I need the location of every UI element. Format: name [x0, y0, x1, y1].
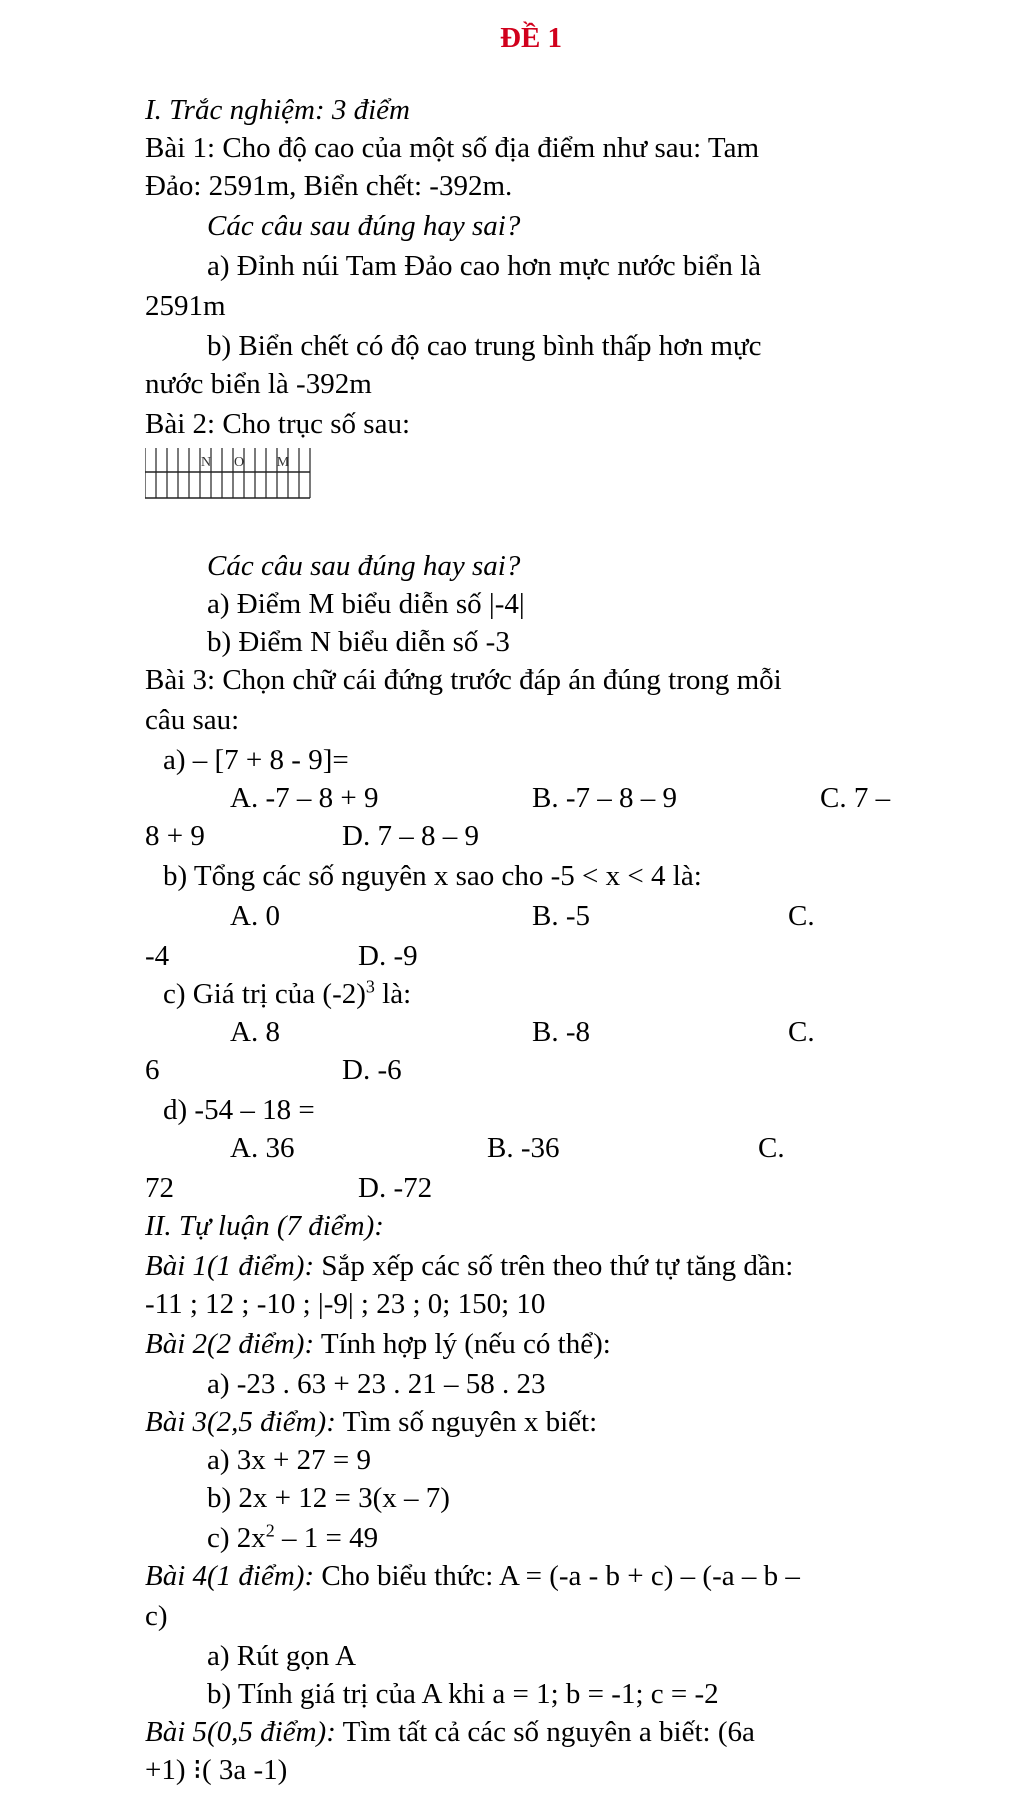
bai1-b-line1: b) Biển chết có độ cao trung bình thấp hơn mực	[207, 330, 762, 362]
p2-bai4-b: b) Tính giá trị của A khi a = 1; b = -1; c = -2	[207, 1678, 719, 1710]
bai2-question: Các câu sau đúng hay sai?	[207, 550, 521, 582]
q3c-stem	[163, 976, 411, 1012]
q3a-stem: a) – [7 + 8 - 9]=	[163, 744, 349, 776]
bai1-line2: Đảo: 2591m, Biển chết: -392m.	[145, 170, 513, 202]
p2-bai3-c-text: c) 2x	[207, 1522, 266, 1554]
part1-heading: I. Trắc nghiệm: 3 điểm	[145, 94, 410, 126]
q3c-exponent: 3	[365, 976, 375, 997]
q3b-option-c-cont: -4	[145, 940, 170, 972]
p2-bai4-cont: c)	[145, 1600, 168, 1632]
p2-bai5	[145, 1714, 755, 1750]
q3c-stem-end: là:	[374, 978, 412, 1010]
bai2-b: b) Điểm N biểu diễn số -3	[207, 626, 510, 658]
q3a-option-c-cont: 8 + 9	[145, 820, 205, 852]
q3b-option-d: D. -9	[358, 940, 418, 972]
p2-bai3-b: b) 2x + 12 = 3(x – 7)	[207, 1482, 450, 1514]
q3c-option-d: D. -6	[342, 1054, 402, 1086]
bai2-a: a) Điểm M biểu diễn số |-4|	[207, 588, 525, 620]
p2-bai1-text: Sắp xếp các số trên theo thứ tự tăng dần:	[314, 1250, 794, 1282]
p2-bai5-label: Bài 5(0,5 điểm):	[145, 1716, 336, 1748]
q3b-stem: b) Tổng các số nguyên x sao cho -5 < x < 4 là:	[163, 860, 702, 892]
q3d-option-c: C.	[758, 1132, 785, 1164]
q3a-option-d: D. 7 – 8 – 9	[342, 820, 479, 852]
q3c-option-a: A. 8	[230, 1016, 280, 1048]
p2-bai4-a: a) Rút gọn A	[207, 1640, 357, 1672]
p2-bai4	[145, 1558, 800, 1594]
p2-bai3-text: Tìm số nguyên x biết:	[335, 1406, 598, 1438]
p2-bai3	[145, 1404, 597, 1440]
q3d-option-c-cont: 72	[145, 1172, 174, 1204]
axis-label-n: N	[200, 455, 212, 470]
bai1-line1: Bài 1: Cho độ cao của một số địa điểm như sau: Tam	[145, 132, 759, 164]
q3c-stem-text: c) Giá trị của (-2)	[163, 978, 366, 1010]
bai1-question: Các câu sau đúng hay sai?	[207, 210, 521, 242]
q3c-option-c: C.	[788, 1016, 815, 1048]
axis-label-o: O	[233, 455, 245, 470]
p2-bai3-c	[207, 1520, 378, 1556]
q3c-option-b: B. -8	[532, 1016, 590, 1048]
q3a-option-c: C. 7 –	[820, 782, 891, 814]
axis-label-m: M	[276, 455, 290, 470]
bai1-a-line1: a) Đỉnh núi Tam Đảo cao hơn mực nước biển là	[207, 250, 762, 282]
p2-bai1	[145, 1248, 793, 1284]
q3b-option-c: C.	[788, 900, 815, 932]
p2-bai3-c-exponent: 2	[265, 1520, 275, 1541]
q3d-stem: d) -54 – 18 =	[163, 1094, 315, 1126]
page-title: ĐỀ 1	[500, 22, 563, 54]
p2-bai3-a: a) 3x + 27 = 9	[207, 1444, 371, 1476]
p2-bai2-text: Tính hợp lý (nếu có thể):	[314, 1328, 611, 1360]
p2-bai4-text: Cho biểu thức: A = (-a - b + c) – (-a – b –	[314, 1560, 800, 1592]
q3b-option-b: B. -5	[532, 900, 590, 932]
p2-bai3-label: Bài 3(2,5 điểm):	[145, 1406, 336, 1438]
p2-bai1-numbers: -11 ; 12 ; -10 ; |-9| ; 23 ; 0; 150; 10	[145, 1288, 546, 1320]
bai3-line2: câu sau:	[145, 704, 240, 736]
p2-bai1-label: Bài 1(1 điểm):	[145, 1250, 315, 1282]
p2-bai5-text: Tìm tất cả các số nguyên a biết: (6a	[335, 1716, 755, 1748]
p2-bai2-label: Bài 2(2 điểm):	[145, 1328, 315, 1360]
bai2-heading: Bài 2: Cho trục số sau:	[145, 408, 411, 440]
p2-bai2	[145, 1326, 611, 1362]
p2-bai2-a: a) -23 . 63 + 23 . 21 – 58 . 23	[207, 1368, 546, 1400]
q3d-option-a: A. 36	[230, 1132, 295, 1164]
q3c-option-c-cont: 6	[145, 1054, 160, 1086]
bai1-b-line2: nước biển là -392m	[145, 368, 372, 400]
q3a-option-a: A. -7 – 8 + 9	[230, 782, 379, 814]
q3b-option-a: A. 0	[230, 900, 280, 932]
q3a-option-b: B. -7 – 8 – 9	[532, 782, 677, 814]
part2-heading: II. Tự luận (7 điểm):	[145, 1210, 384, 1242]
bai1-a-line2: 2591m	[145, 290, 226, 322]
p2-bai4-label: Bài 4(1 điểm):	[145, 1560, 315, 1592]
number-line	[145, 446, 311, 500]
p2-bai5-cont: +1) ⁝( 3a -1)	[145, 1754, 288, 1786]
bai3-line1: Bài 3: Chọn chữ cái đứng trước đáp án đúng trong mỗi	[145, 664, 782, 696]
p2-bai3-c-end: – 1 = 49	[274, 1522, 379, 1554]
q3d-option-d: D. -72	[358, 1172, 433, 1204]
q3d-option-b: B. -36	[487, 1132, 560, 1164]
